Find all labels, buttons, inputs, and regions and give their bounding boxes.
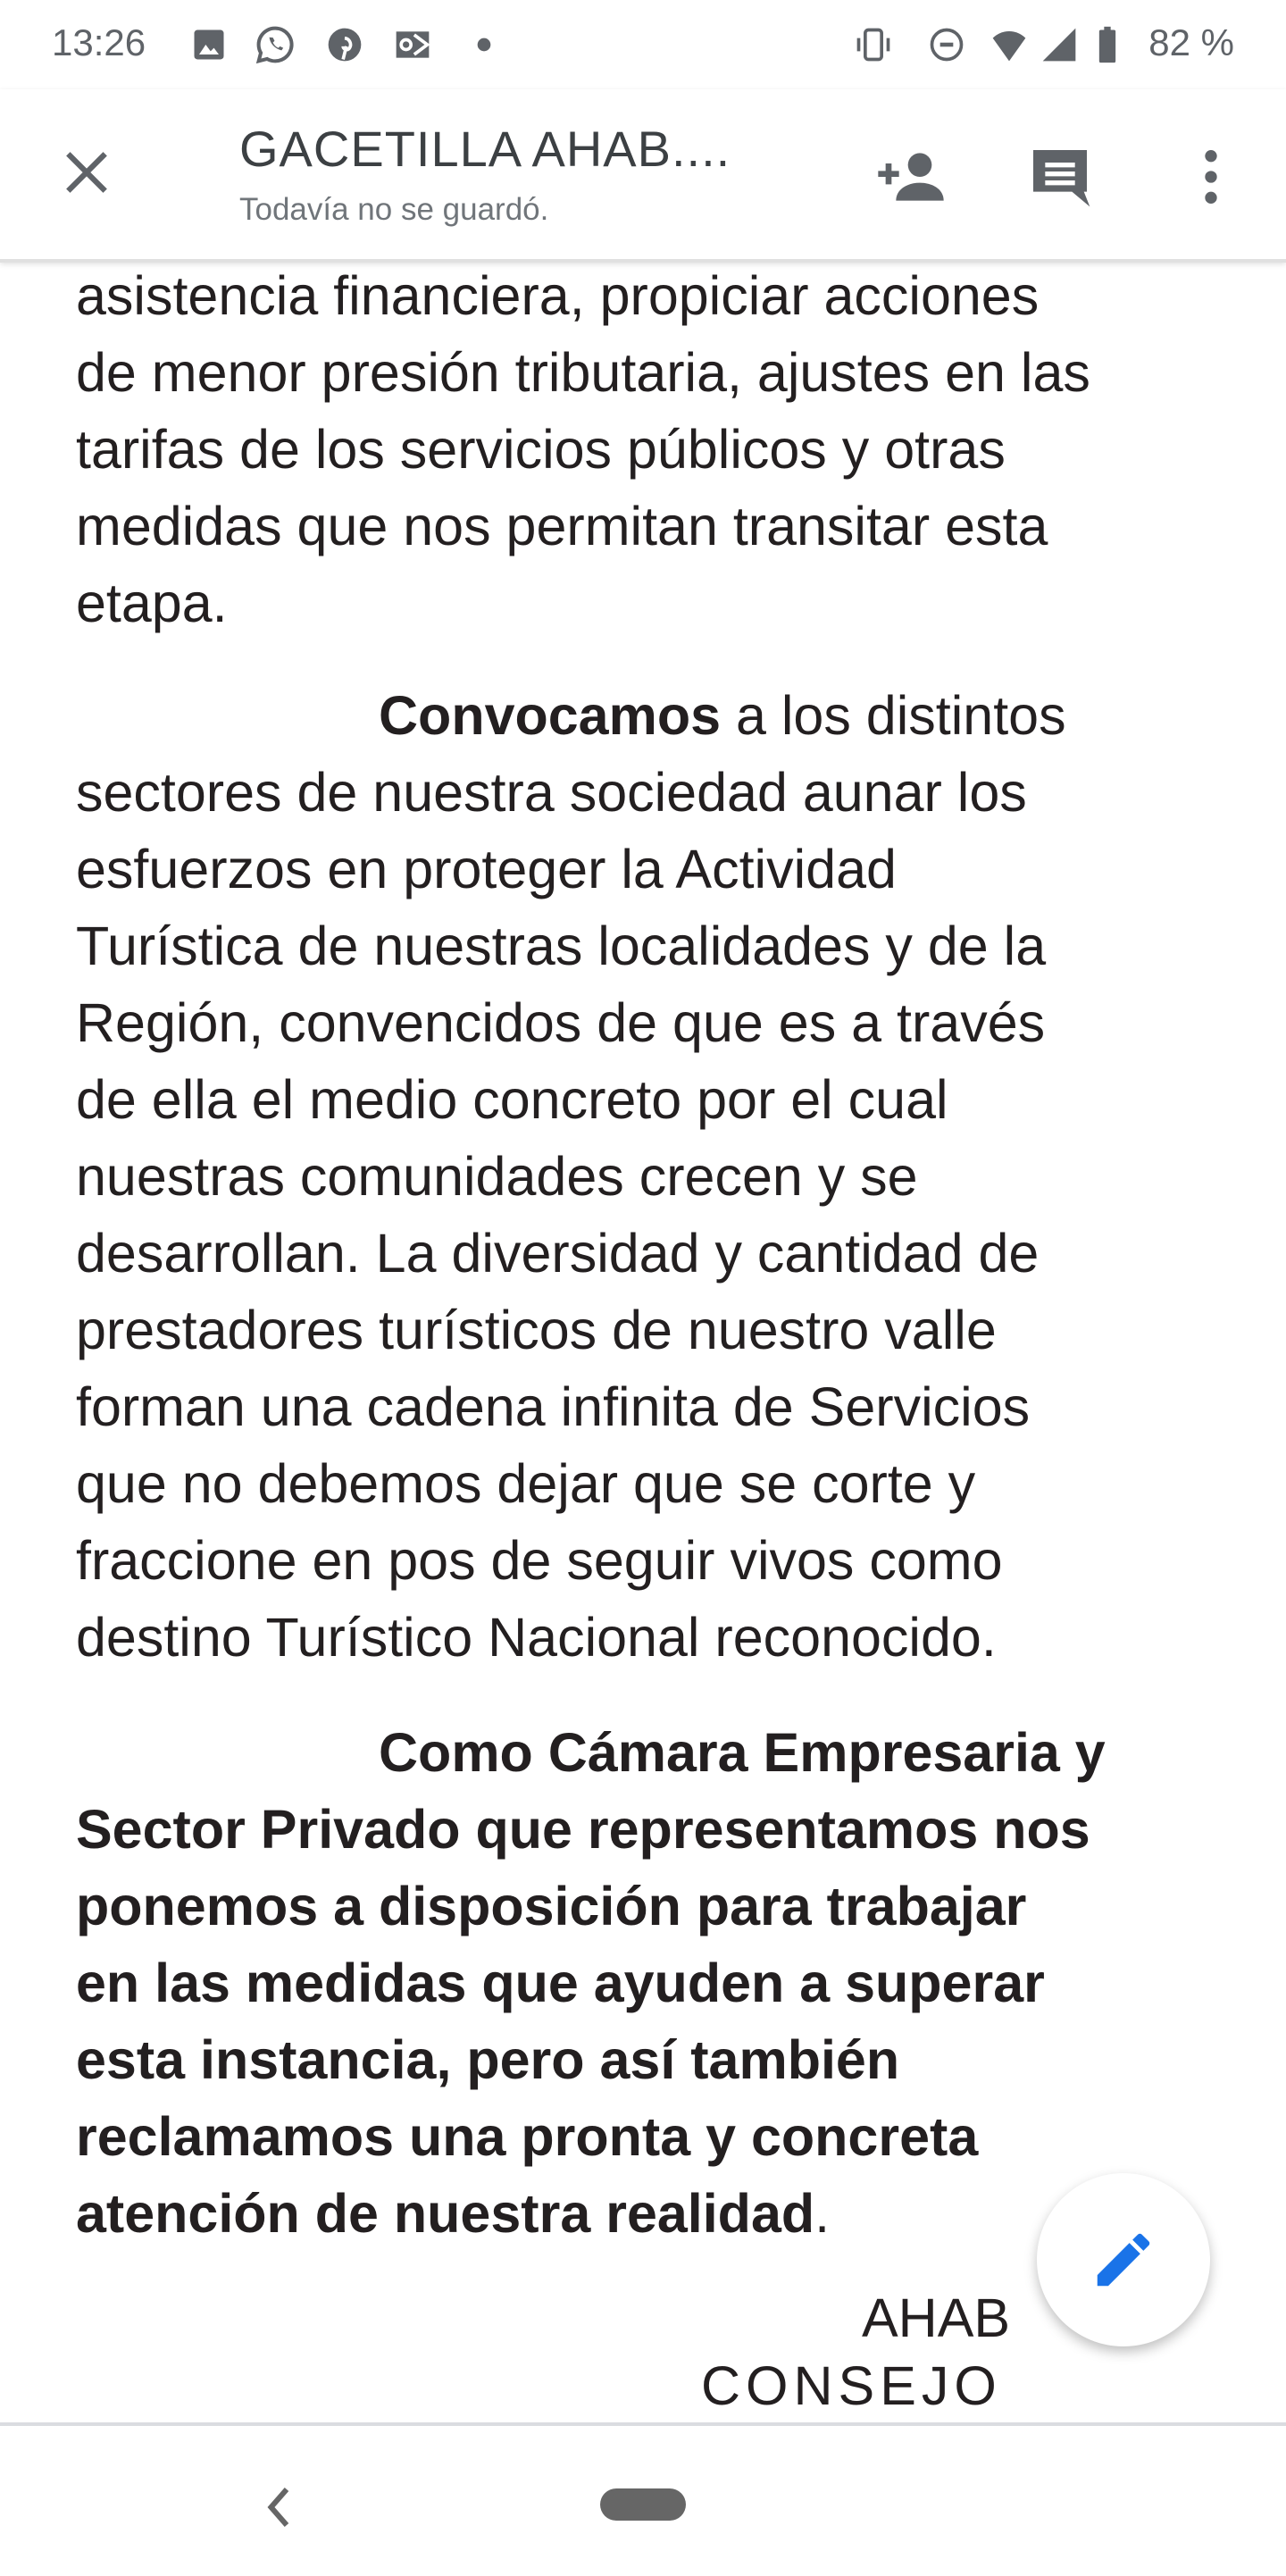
pencil-icon <box>1089 2225 1158 2295</box>
text-line: Como Cámara Empresaria y <box>379 1722 1106 1783</box>
battery-percent: 82 % <box>1148 21 1234 63</box>
text-line <box>379 677 1066 754</box>
more-options-icon[interactable] <box>1175 141 1247 213</box>
text-line: en las medidas que ayuden a superar <box>76 1953 1045 2013</box>
text-line: ponemos a disposición para trabajar <box>76 1876 1027 1936</box>
text-line: sectores de nuestra sociedad aunar los <box>76 762 1027 823</box>
text-line: Región, convencidos de que es a través <box>76 992 1046 1053</box>
text-line: Turística de nuestras localidades y de la <box>76 916 1047 976</box>
do-not-disturb-icon <box>927 25 966 64</box>
text-span: atención de nuestra realidad <box>76 2183 815 2244</box>
text-line: Sector Privado que representamos nos <box>76 1799 1090 1860</box>
signal-icon <box>1040 25 1079 64</box>
text-line: reclamamos una pronta y concreta <box>76 2106 979 2167</box>
status-bar <box>0 0 1286 89</box>
edit-fab-button[interactable] <box>1037 2173 1210 2346</box>
text-line: fraccione en pos de seguir vivos como <box>76 1530 1003 1591</box>
add-person-icon[interactable] <box>875 141 947 213</box>
text-line: prestadores turísticos de nuestro valle <box>76 1300 997 1360</box>
status-time: 13:26 <box>52 21 146 63</box>
text-line: medidas que nos permitan transitar esta <box>76 496 1048 556</box>
text-line: nuestras comunidades crecen y se <box>76 1146 918 1207</box>
app-header <box>0 89 1286 263</box>
outlook-icon <box>393 25 432 64</box>
signature-line: AHAB <box>862 2287 1011 2348</box>
text-line: desarrollan. La diversidad y cantidad de <box>76 1223 1040 1284</box>
comments-icon[interactable] <box>1024 141 1096 213</box>
pinterest-icon <box>325 25 364 64</box>
bold-text: Convocamos <box>379 685 722 746</box>
close-icon[interactable] <box>59 145 114 200</box>
text-line: de menor presión tributaria, ajustes en las <box>76 342 1090 403</box>
save-status: Todavía no se guardó. <box>239 192 549 227</box>
whatsapp-icon <box>255 25 295 64</box>
document-title: GACETILLA AHAB.... <box>239 121 731 177</box>
wifi-icon <box>990 25 1029 64</box>
text-line: de ella el medio concreto por el cual <box>76 1069 948 1130</box>
home-pill-button[interactable] <box>600 2488 686 2521</box>
text-line: tarifas de los servicios públicos y otras <box>76 419 1006 480</box>
signature-line-2: CONSEJO <box>701 2355 1002 2416</box>
text-span: . <box>814 2183 831 2244</box>
text-line: esfuerzos en proteger la Actividad <box>76 839 897 899</box>
vibrate-icon <box>854 25 893 64</box>
text-line: forman una cadena infinita de Servicios <box>76 1376 1031 1437</box>
text-line: esta instancia, pero así también <box>76 2029 900 2090</box>
text-span: a los distintos <box>721 685 1066 746</box>
gallery-icon <box>189 25 229 64</box>
text-line: que no debemos dejar que se corte y <box>76 1453 976 1514</box>
system-nav-bar <box>0 2422 1286 2576</box>
back-icon[interactable] <box>264 2485 291 2530</box>
notification-dot-icon <box>464 25 504 64</box>
text-line <box>76 2175 830 2252</box>
text-line: etapa. <box>76 573 228 633</box>
text-line: destino Turístico Nacional reconocido. <box>76 1607 997 1668</box>
battery-icon <box>1091 25 1123 64</box>
text-line: asistencia financiera, propiciar acciones <box>76 265 1040 326</box>
